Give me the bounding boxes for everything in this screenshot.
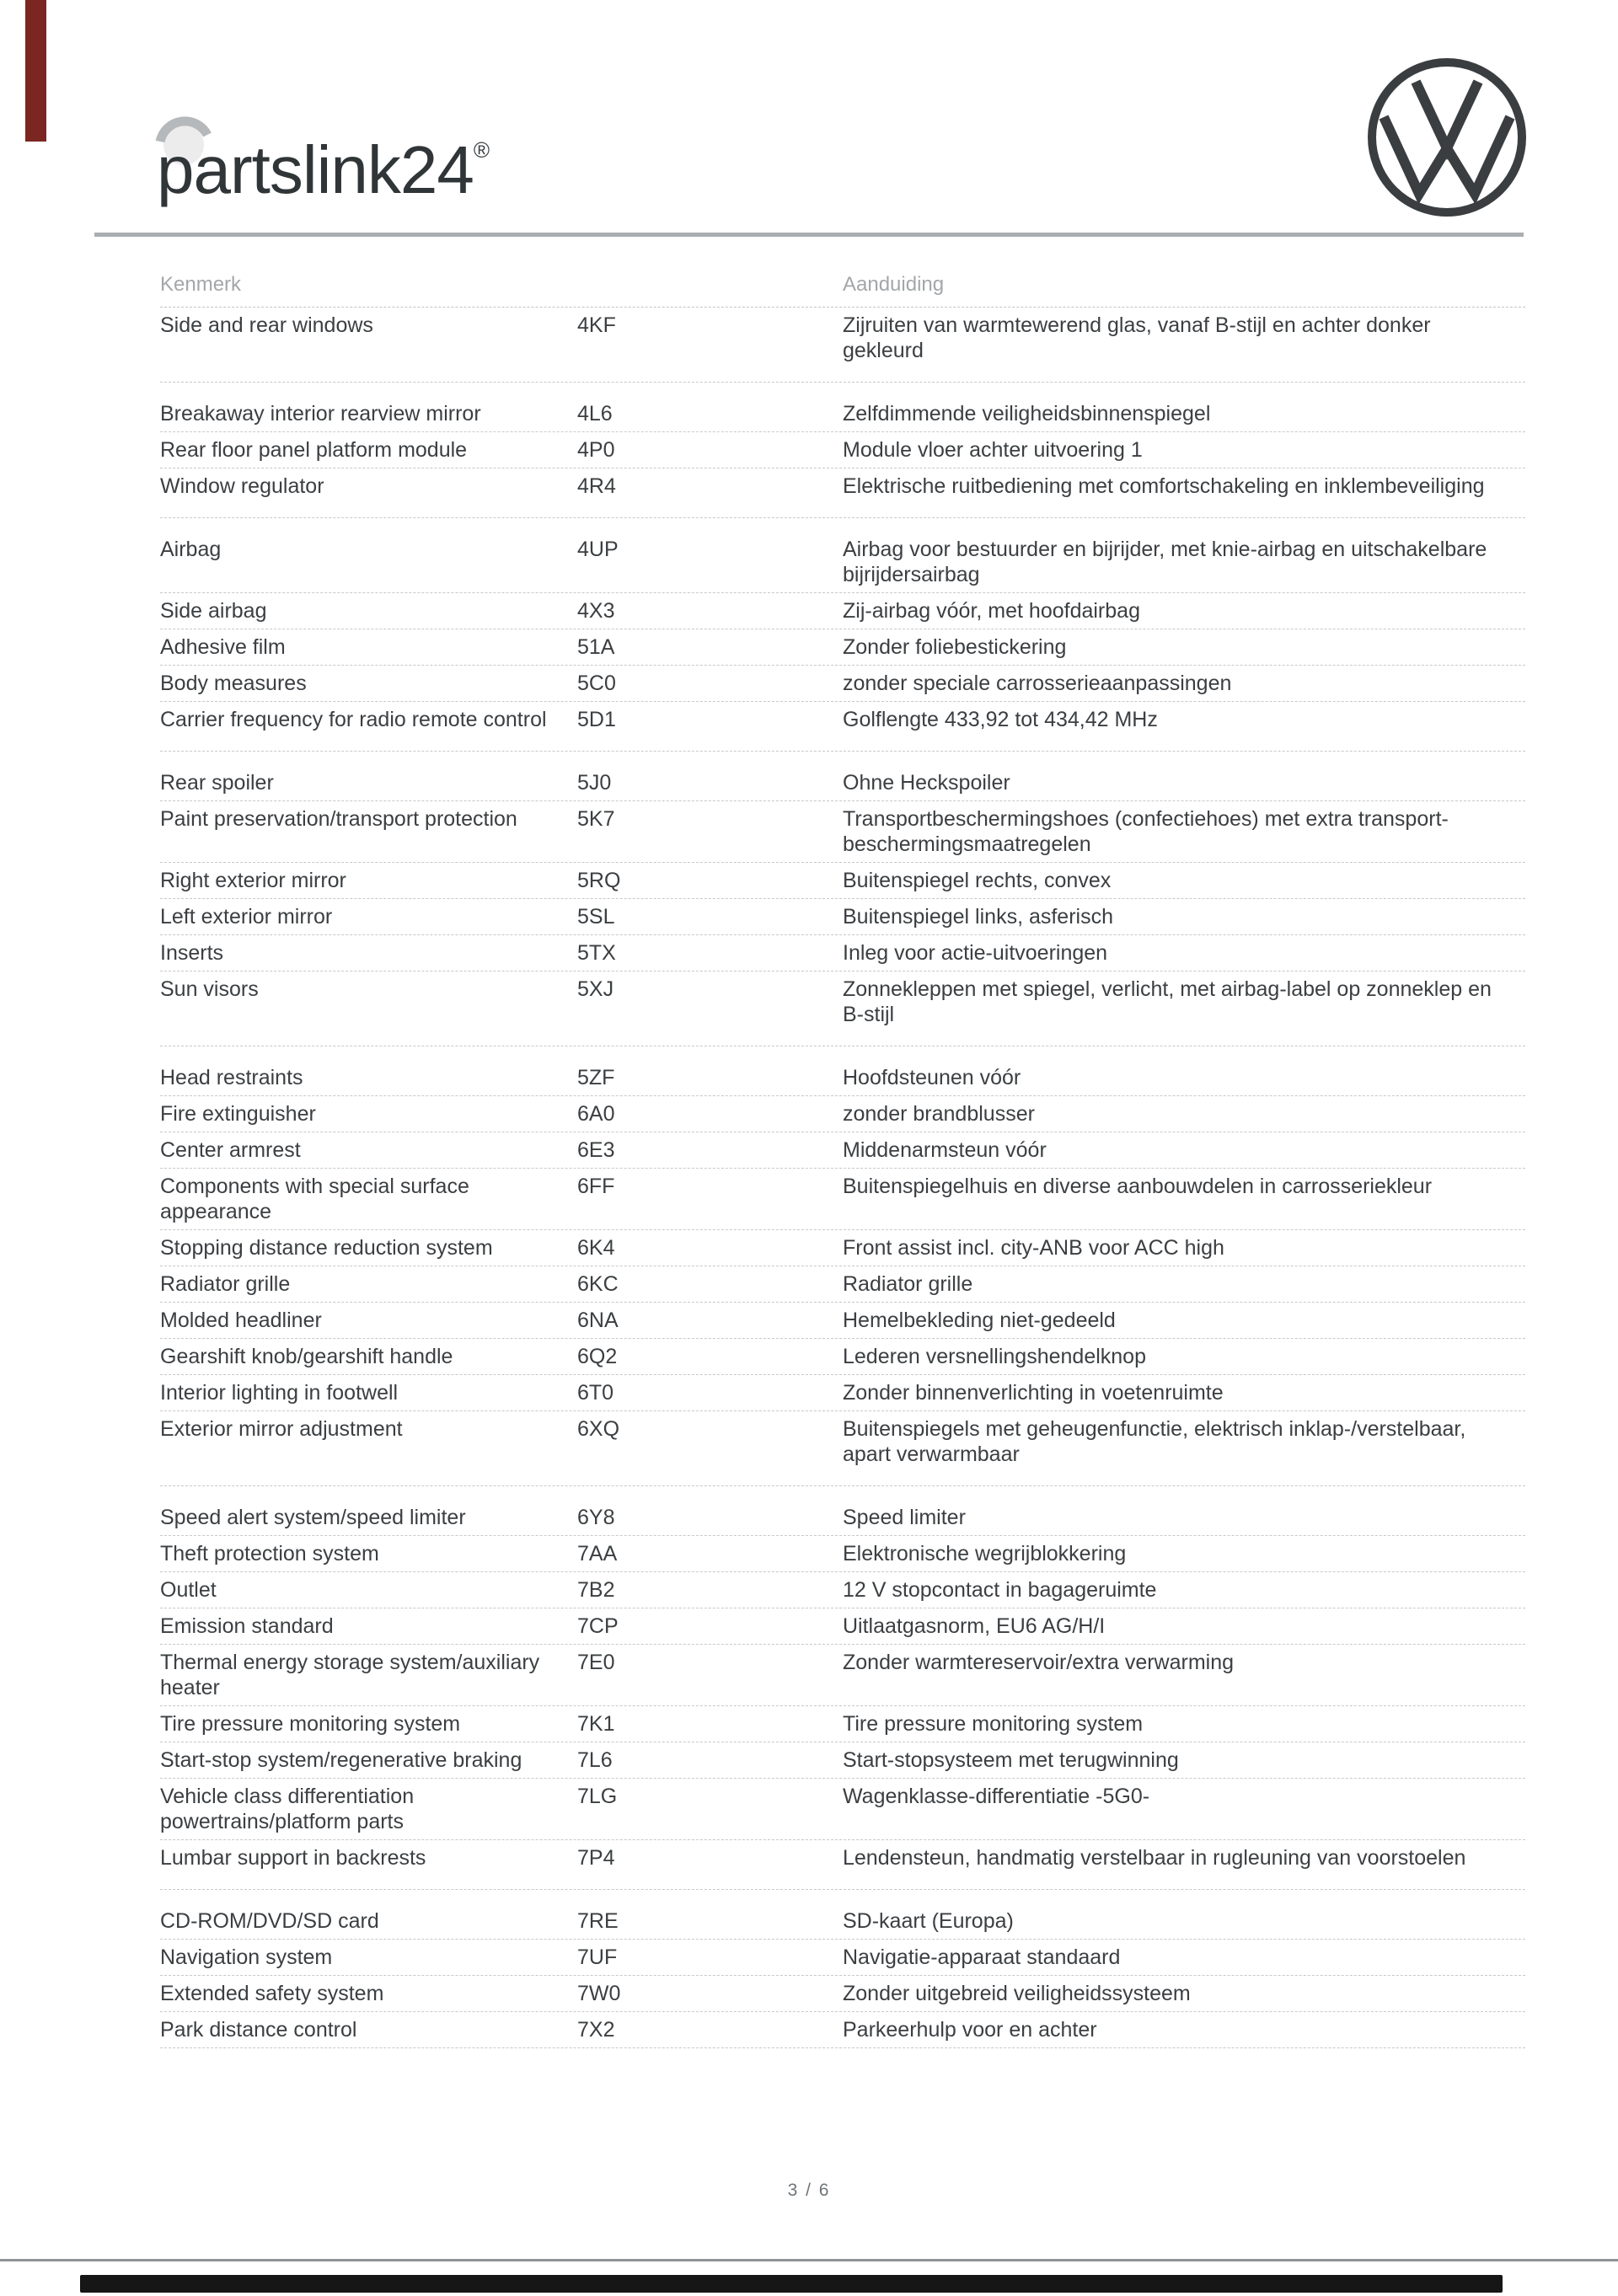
code-cell: 7CP bbox=[577, 1614, 619, 1638]
description-cell: Transportbeschermingshoes (confectiehoes) met extra transport-beschermingsmaatregelen bbox=[843, 807, 1449, 856]
feature-cell: Molded headliner bbox=[160, 1309, 322, 1332]
table-row bbox=[160, 1940, 1525, 1976]
code-cell: 7AA bbox=[577, 1542, 618, 1565]
feature-cell: Outlet bbox=[160, 1578, 217, 1602]
description-cell: Zonder warmtereservoir/extra verwarming bbox=[843, 1651, 1235, 1674]
description-cell: Ohne Heckspoiler bbox=[843, 771, 1010, 795]
description-cell: 12 V stopcontact in bagageruimte bbox=[843, 1578, 1157, 1602]
table-row bbox=[160, 1303, 1525, 1339]
description-cell: Zonnekleppen met spiegel, verlicht, met airbag-label op zonneklep en B-stijl bbox=[843, 977, 1492, 1026]
feature-cell: Park distance control bbox=[160, 2018, 357, 2042]
code-cell: 6XQ bbox=[577, 1417, 620, 1441]
feature-cell: Center armrest bbox=[160, 1138, 301, 1162]
partslink-logo bbox=[157, 108, 490, 207]
code-cell: 51A bbox=[577, 635, 615, 659]
logo-wordmark: partslink24 bbox=[157, 132, 474, 207]
table-row bbox=[160, 1132, 1525, 1169]
description-cell: Buitenspiegel rechts, convex bbox=[843, 869, 1112, 892]
feature-cell: Carrier frequency for radio remote control bbox=[160, 708, 547, 731]
code-cell: 6NA bbox=[577, 1309, 619, 1332]
description-cell: Zelfdimmende veiligheidsbinnenspiegel bbox=[843, 402, 1211, 425]
code-cell: 6K4 bbox=[577, 1236, 615, 1260]
scan-artifact-red bbox=[25, 0, 46, 142]
registered-mark: ® bbox=[473, 137, 490, 163]
description-cell: Lendensteun, handmatig verstelbaar in rugleuning van voorstoelen bbox=[843, 1846, 1466, 1870]
feature-cell: Side and rear windows bbox=[160, 313, 373, 337]
table-row bbox=[160, 1536, 1525, 1572]
table-row bbox=[160, 1742, 1525, 1779]
feature-cell: Stopping distance reduction system bbox=[160, 1236, 493, 1260]
feature-cell: CD-ROM/DVD/SD card bbox=[160, 1909, 379, 1933]
scan-artifact-black bbox=[80, 2275, 1503, 2293]
feature-cell: Fire extinguisher bbox=[160, 1102, 316, 1126]
code-cell: 6Y8 bbox=[577, 1506, 615, 1529]
description-cell: Middenarmsteun vóór bbox=[843, 1138, 1047, 1162]
table-row bbox=[160, 1375, 1525, 1411]
table-row bbox=[160, 971, 1525, 1046]
table-header-row bbox=[160, 268, 1525, 308]
table-row bbox=[160, 1890, 1525, 1940]
description-cell: Speed limiter bbox=[843, 1506, 966, 1529]
code-cell: 6KC bbox=[577, 1272, 619, 1296]
code-cell: 7W0 bbox=[577, 1982, 621, 2005]
code-cell: 7UF bbox=[577, 1945, 618, 1969]
code-cell: 6E3 bbox=[577, 1138, 615, 1162]
description-cell: Zonder binnenverlichting in voetenruimte bbox=[843, 1381, 1224, 1405]
table-row bbox=[160, 1266, 1525, 1303]
feature-cell: Lumbar support in backrests bbox=[160, 1846, 426, 1870]
table-row bbox=[160, 1608, 1525, 1645]
table-row bbox=[160, 468, 1525, 518]
feature-cell: Thermal energy storage system/auxiliary heater bbox=[160, 1651, 540, 1699]
description-cell: Zonder foliebestickering bbox=[843, 635, 1067, 659]
partslink-logo-text bbox=[157, 108, 490, 212]
table-row bbox=[160, 1645, 1525, 1706]
code-cell: 4L6 bbox=[577, 402, 613, 425]
table-row bbox=[160, 899, 1525, 935]
code-cell: 4P0 bbox=[577, 438, 615, 462]
code-cell: 6FF bbox=[577, 1175, 615, 1198]
table-row bbox=[160, 666, 1525, 702]
code-cell: 7X2 bbox=[577, 2018, 615, 2042]
feature-cell: Paint preservation/transport protection bbox=[160, 807, 517, 831]
code-cell: 6T0 bbox=[577, 1381, 614, 1405]
column-header-kenmerk: Kenmerk bbox=[160, 273, 242, 296]
description-cell: Buitenspiegel links, asferisch bbox=[843, 905, 1113, 929]
table-row bbox=[160, 801, 1525, 863]
feature-cell: Head restraints bbox=[160, 1066, 303, 1089]
code-cell: 5K7 bbox=[577, 807, 615, 831]
table-row bbox=[160, 1230, 1525, 1266]
description-cell: Airbag voor bestuurder en bijrijder, met knie-airbag en uitschakelbare bijrijdersairbag bbox=[843, 538, 1487, 586]
description-cell: Lederen versnellingshendelknop bbox=[843, 1345, 1146, 1368]
feature-cell: Theft protection system bbox=[160, 1542, 379, 1565]
feature-cell: Start-stop system/regenerative braking bbox=[160, 1748, 522, 1772]
code-cell: 6A0 bbox=[577, 1102, 615, 1126]
description-cell: zonder brandblusser bbox=[843, 1102, 1035, 1126]
description-cell: SD-kaart (Europa) bbox=[843, 1909, 1014, 1933]
column-header-aanduiding: Aanduiding bbox=[843, 273, 945, 296]
feature-cell: Exterior mirror adjustment bbox=[160, 1417, 403, 1441]
feature-cell: Left exterior mirror bbox=[160, 905, 333, 929]
code-cell: 7P4 bbox=[577, 1846, 615, 1870]
table-row bbox=[160, 1840, 1525, 1890]
description-cell: Wagenklasse-differentiatie -5G0- bbox=[843, 1785, 1150, 1808]
table-row bbox=[160, 1046, 1525, 1096]
code-cell: 7K1 bbox=[577, 1712, 615, 1736]
table-row bbox=[160, 1169, 1525, 1230]
code-cell: 7E0 bbox=[577, 1651, 615, 1674]
table-row bbox=[160, 1411, 1525, 1486]
page-number: 3 / 6 bbox=[787, 2181, 831, 2200]
code-cell: 4UP bbox=[577, 538, 619, 561]
feature-cell: Vehicle class differentiation powertrains/platform parts bbox=[160, 1785, 415, 1833]
feature-cell: Emission standard bbox=[160, 1614, 334, 1638]
code-cell: 5D1 bbox=[577, 708, 616, 731]
table-row bbox=[160, 752, 1525, 801]
description-cell: Hemelbekleding niet-gedeeld bbox=[843, 1309, 1116, 1332]
code-cell: 7LG bbox=[577, 1785, 618, 1808]
description-cell: Navigatie-apparaat standaard bbox=[843, 1945, 1121, 1969]
description-cell: zonder speciale carrosserieaanpassingen bbox=[843, 672, 1232, 695]
code-cell: 4X3 bbox=[577, 599, 615, 623]
code-cell: 5ZF bbox=[577, 1066, 615, 1089]
description-cell: Zonder uitgebreid veiligheidssysteem bbox=[843, 1982, 1191, 2005]
header-divider bbox=[94, 233, 1524, 237]
table-row bbox=[160, 1976, 1525, 2012]
equipment-table bbox=[160, 268, 1525, 2048]
feature-cell: Sun visors bbox=[160, 977, 259, 1001]
feature-cell: Adhesive film bbox=[160, 635, 286, 659]
vw-logo-icon bbox=[1363, 53, 1531, 222]
table-row bbox=[160, 1572, 1525, 1608]
feature-cell: Right exterior mirror bbox=[160, 869, 346, 892]
feature-cell: Rear spoiler bbox=[160, 771, 274, 795]
feature-cell: Window regulator bbox=[160, 474, 324, 498]
feature-cell: Breakaway interior rearview mirror bbox=[160, 402, 481, 425]
feature-cell: Gearshift knob/gearshift handle bbox=[160, 1345, 453, 1368]
table-row bbox=[160, 593, 1525, 629]
table-row bbox=[160, 1486, 1525, 1536]
feature-cell: Navigation system bbox=[160, 1945, 333, 1969]
code-cell: 5TX bbox=[577, 941, 616, 965]
code-cell: 5C0 bbox=[577, 672, 616, 695]
description-cell: Elektrische ruitbediening met comfortschakeling en inklembeveiliging bbox=[843, 474, 1485, 498]
table-row bbox=[160, 863, 1525, 899]
column-header-code bbox=[577, 273, 843, 297]
table-row bbox=[160, 432, 1525, 468]
description-cell: Hoofdsteunen vóór bbox=[843, 1066, 1021, 1089]
description-cell: Elektronische wegrijblokkering bbox=[843, 1542, 1127, 1565]
table-row bbox=[160, 629, 1525, 666]
table-row bbox=[160, 935, 1525, 971]
feature-cell: Speed alert system/speed limiter bbox=[160, 1506, 466, 1529]
description-cell: Parkeerhulp voor en achter bbox=[843, 2018, 1097, 2042]
table-row bbox=[160, 2012, 1525, 2048]
table-row bbox=[160, 1096, 1525, 1132]
feature-cell: Side airbag bbox=[160, 599, 267, 623]
feature-cell: Inserts bbox=[160, 941, 224, 965]
feature-cell: Tire pressure monitoring system bbox=[160, 1712, 461, 1736]
description-cell: Zijruiten van warmtewerend glas, vanaf B-stijl en achter donker gekleurd bbox=[843, 313, 1431, 362]
code-cell: 7L6 bbox=[577, 1748, 613, 1772]
feature-cell: Extended safety system bbox=[160, 1982, 384, 2005]
footer-divider bbox=[0, 2259, 1618, 2261]
description-cell: Radiator grille bbox=[843, 1272, 973, 1296]
description-cell: Golflengte 433,92 tot 434,42 MHz bbox=[843, 708, 1158, 731]
table-row bbox=[160, 308, 1525, 383]
description-cell: Zij-airbag vóór, met hoofdairbag bbox=[843, 599, 1140, 623]
description-cell: Module vloer achter uitvoering 1 bbox=[843, 438, 1143, 462]
code-cell: 5RQ bbox=[577, 869, 621, 892]
code-cell: 5SL bbox=[577, 905, 615, 929]
table-row bbox=[160, 383, 1525, 432]
code-cell: 6Q2 bbox=[577, 1345, 618, 1368]
table-row bbox=[160, 518, 1525, 593]
feature-cell: Interior lighting in footwell bbox=[160, 1381, 399, 1405]
table-body bbox=[160, 308, 1525, 2048]
code-cell: 7RE bbox=[577, 1909, 619, 1933]
feature-cell: Components with special surface appearance bbox=[160, 1175, 469, 1223]
description-cell: Buitenspiegels met geheugenfunctie, elektrisch inklap-/verstelbaar, apart verwarmbaar bbox=[843, 1417, 1466, 1466]
description-cell: Start-stopsysteem met terugwinning bbox=[843, 1748, 1179, 1772]
feature-cell: Radiator grille bbox=[160, 1272, 291, 1296]
table-row bbox=[160, 1706, 1525, 1742]
code-cell: 5XJ bbox=[577, 977, 614, 1001]
description-cell: Inleg voor actie-uitvoeringen bbox=[843, 941, 1108, 965]
table-row bbox=[160, 1779, 1525, 1840]
code-cell: 5J0 bbox=[577, 771, 612, 795]
description-cell: Front assist incl. city-ANB voor ACC high bbox=[843, 1236, 1224, 1260]
code-cell: 4R4 bbox=[577, 474, 616, 498]
table-row bbox=[160, 702, 1525, 752]
feature-cell: Body measures bbox=[160, 672, 307, 695]
code-cell: 4KF bbox=[577, 313, 616, 337]
feature-cell: Rear floor panel platform module bbox=[160, 438, 468, 462]
description-cell: Uitlaatgasnorm, EU6 AG/H/I bbox=[843, 1614, 1106, 1638]
table-row bbox=[160, 1339, 1525, 1375]
feature-cell: Airbag bbox=[160, 538, 222, 561]
code-cell: 7B2 bbox=[577, 1578, 615, 1602]
description-cell: Buitenspiegelhuis en diverse aanbouwdelen in carrosseriekleur bbox=[843, 1175, 1433, 1198]
description-cell: Tire pressure monitoring system bbox=[843, 1712, 1144, 1736]
